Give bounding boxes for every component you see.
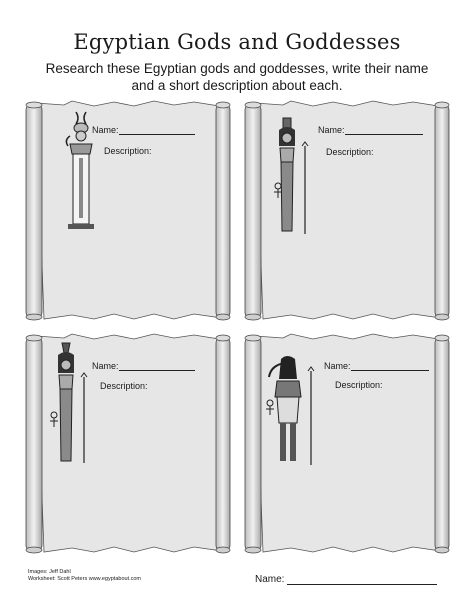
description-label-4: Description: xyxy=(335,380,383,390)
instructions-line-2: and a short description about each. xyxy=(131,78,343,93)
page-title: Egyptian Gods and Goddesses xyxy=(73,30,401,54)
name-field-2[interactable] xyxy=(318,125,423,135)
credits xyxy=(28,569,141,583)
scroll-card-2 xyxy=(243,98,453,323)
scroll-card-1 xyxy=(24,98,234,323)
scroll-card-4 xyxy=(243,331,453,556)
name-blank-line[interactable] xyxy=(345,125,423,135)
credit-images: Images: Jeff Dahl xyxy=(28,569,71,575)
name-field-1[interactable] xyxy=(92,125,195,135)
goddess-figure-icon xyxy=(46,341,92,471)
student-name-field[interactable] xyxy=(255,574,437,585)
name-label: Name: xyxy=(318,125,345,135)
name-label: Name: xyxy=(92,361,119,371)
credit-worksheet: Worksheet: Scott Peters www.egyptabout.com xyxy=(28,576,142,582)
goddess-figure-icon xyxy=(267,116,313,241)
name-field-3[interactable] xyxy=(92,361,195,371)
description-label-1: Description: xyxy=(104,146,152,156)
instructions xyxy=(20,60,454,94)
description-label-3: Description: xyxy=(100,381,148,391)
name-blank-line[interactable] xyxy=(351,361,429,371)
name-field-4[interactable] xyxy=(324,361,429,371)
name-label: Name: xyxy=(324,361,351,371)
instructions-line-1: Research these Egyptian gods and goddesses, write their name xyxy=(45,61,429,76)
scroll-card-3 xyxy=(24,331,234,556)
description-label-2: Description: xyxy=(326,147,374,157)
ibis-headed-god-figure-icon xyxy=(265,353,321,468)
name-blank-line[interactable] xyxy=(119,125,195,135)
name-blank-line[interactable] xyxy=(119,361,195,371)
student-name-blank-line[interactable] xyxy=(287,574,437,585)
student-name-label: Name: xyxy=(255,574,285,585)
name-label: Name: xyxy=(92,125,119,135)
